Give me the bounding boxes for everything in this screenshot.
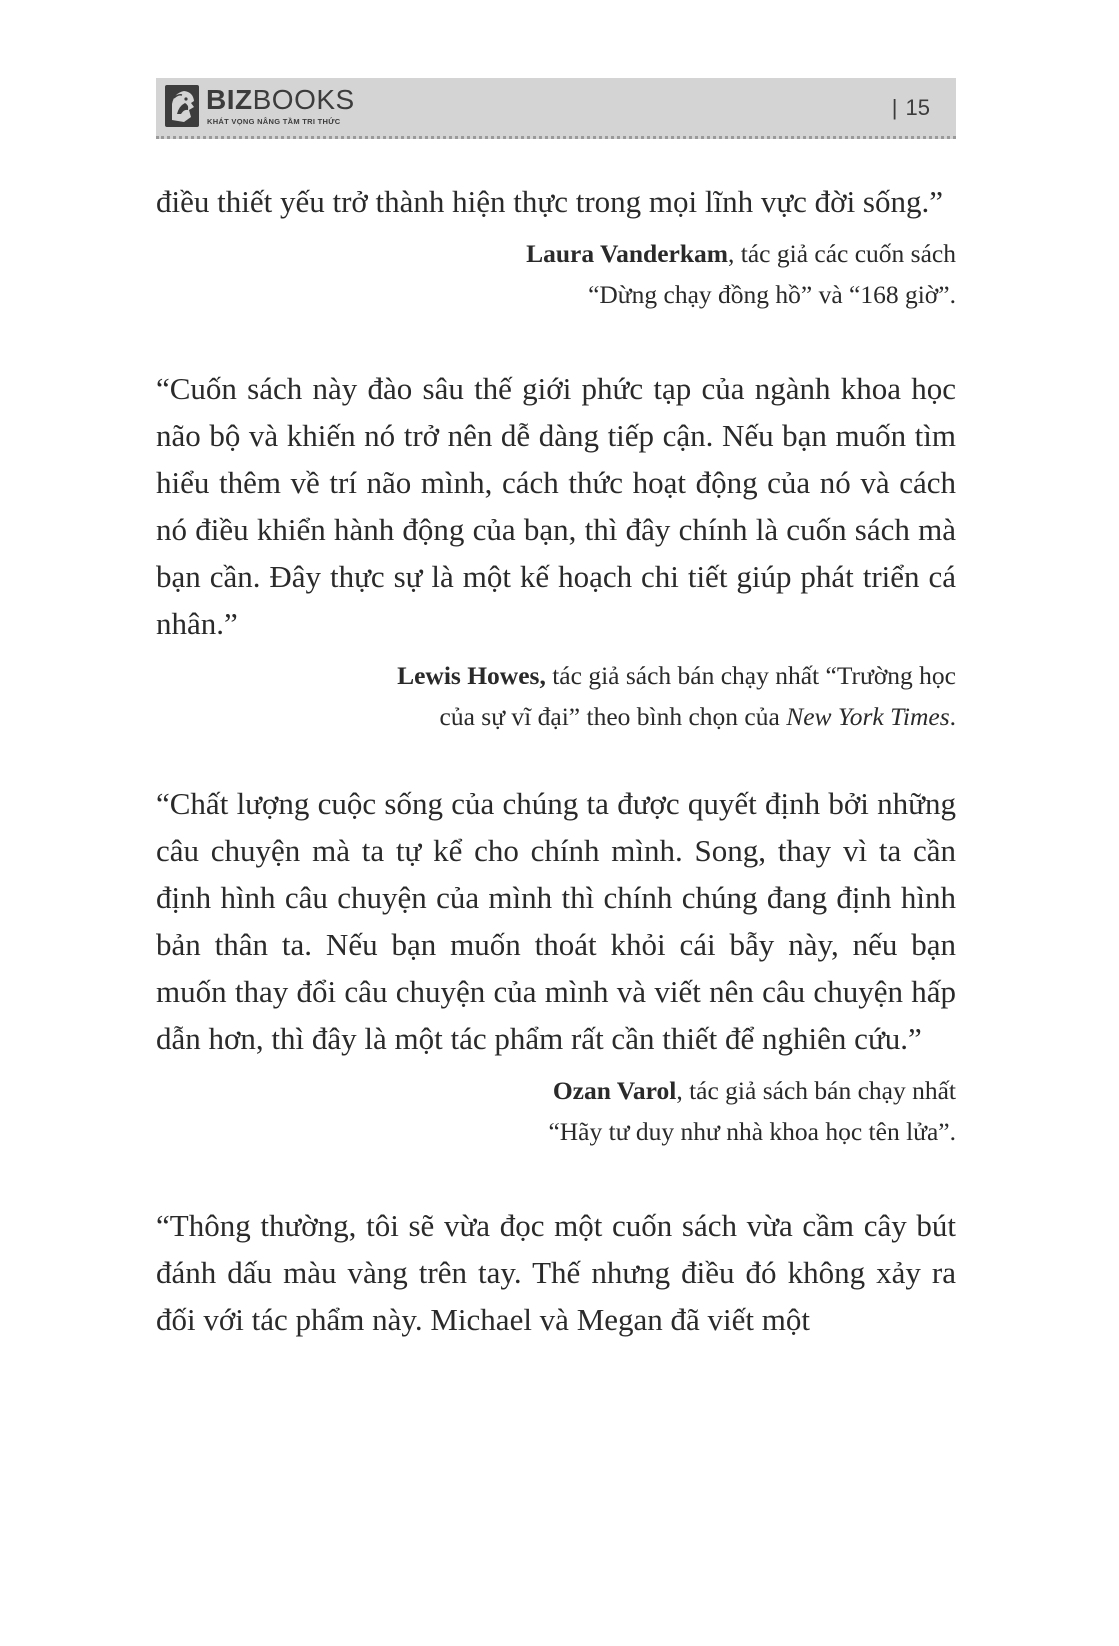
logo-lion-icon xyxy=(164,84,200,128)
page-number-area xyxy=(892,95,930,121)
attribution-name: Lewis Howes, xyxy=(397,661,546,690)
running-header xyxy=(156,78,956,139)
logo-tagline: KHÁT VỌNG NÂNG TẦM TRI THỨC xyxy=(207,117,341,126)
attribution-desc: , tác giả sách bán chạy nhất xyxy=(676,1076,956,1105)
page-separator: | xyxy=(891,95,898,120)
quote-text: “Thông thường, tôi sẽ vừa đọc một cuốn sách vừa cầm cây bút đánh dấu màu vàng trên tay. Thế nhưng điều đó không xảy ra đối với tác phẩm này. Michael và Megan đã viết một xyxy=(156,1208,956,1337)
page-number: 15 xyxy=(905,95,930,120)
attribution-desc-line2: “Hãy tư duy như nhà khoa học tên lửa”. xyxy=(548,1117,956,1146)
logo-brand-light: BOOKS xyxy=(252,84,355,115)
logo-brand-bold: BIZ xyxy=(206,84,253,115)
attribution-name: Ozan Varol xyxy=(552,1076,677,1105)
attribution-desc: , tác giả các cuốn sách xyxy=(728,239,956,268)
attribution-desc: tác giả sách bán chạy nhất “Trường học xyxy=(545,661,956,690)
attribution-desc-line2: “Dừng chạy đồng hồ” và “168 giờ”. xyxy=(588,280,956,309)
page-body xyxy=(156,178,956,1343)
attribution-name: Laura Vanderkam xyxy=(526,239,729,268)
quote-text: điều thiết yếu trở thành hiện thực trong mọi lĩnh vực đời sống.” xyxy=(156,184,944,219)
quote-attribution xyxy=(156,655,956,737)
quote-text: “Cuốn sách này đào sâu thế giới phức tạp của ngành khoa học não bộ và khiến nó trở nên dễ dàng tiếp cận. Nếu bạn muốn tìm hiểu thêm về trí não mình, cách thức hoạt động của nó và cách nó điều khiển hành động của bạn, thì đây chính là cuốn sách mà bạn cần. Đây thực sự là một kế hoạch chi tiết giúp phát triển cá nhân.” xyxy=(156,371,956,641)
attribution-desc-line2: của sự vĩ đại” theo bình chọn của xyxy=(439,702,787,731)
quote-attribution xyxy=(156,233,956,315)
quote-attribution xyxy=(156,1070,956,1152)
publication-title: New York Times xyxy=(786,702,950,731)
logo-wordmark xyxy=(206,86,355,114)
attribution-end: . xyxy=(949,702,956,731)
quote-text: “Chất lượng cuộc sống của chúng ta được quyết định bởi những câu chuyện mà ta tự kể cho chính mình. Song, thay vì ta cần định hình câu chuyện của mình thì chính chúng đang định hình bản thân ta. Nếu bạn muốn thoát khỏi cái bẫy này, nếu bạn muốn thay đổi câu chuyện của mình và viết nên câu chuyện hấp dẫn hơn, thì đây là một tác phẩm rất cần thiết để nghiên cứu.” xyxy=(156,786,956,1056)
